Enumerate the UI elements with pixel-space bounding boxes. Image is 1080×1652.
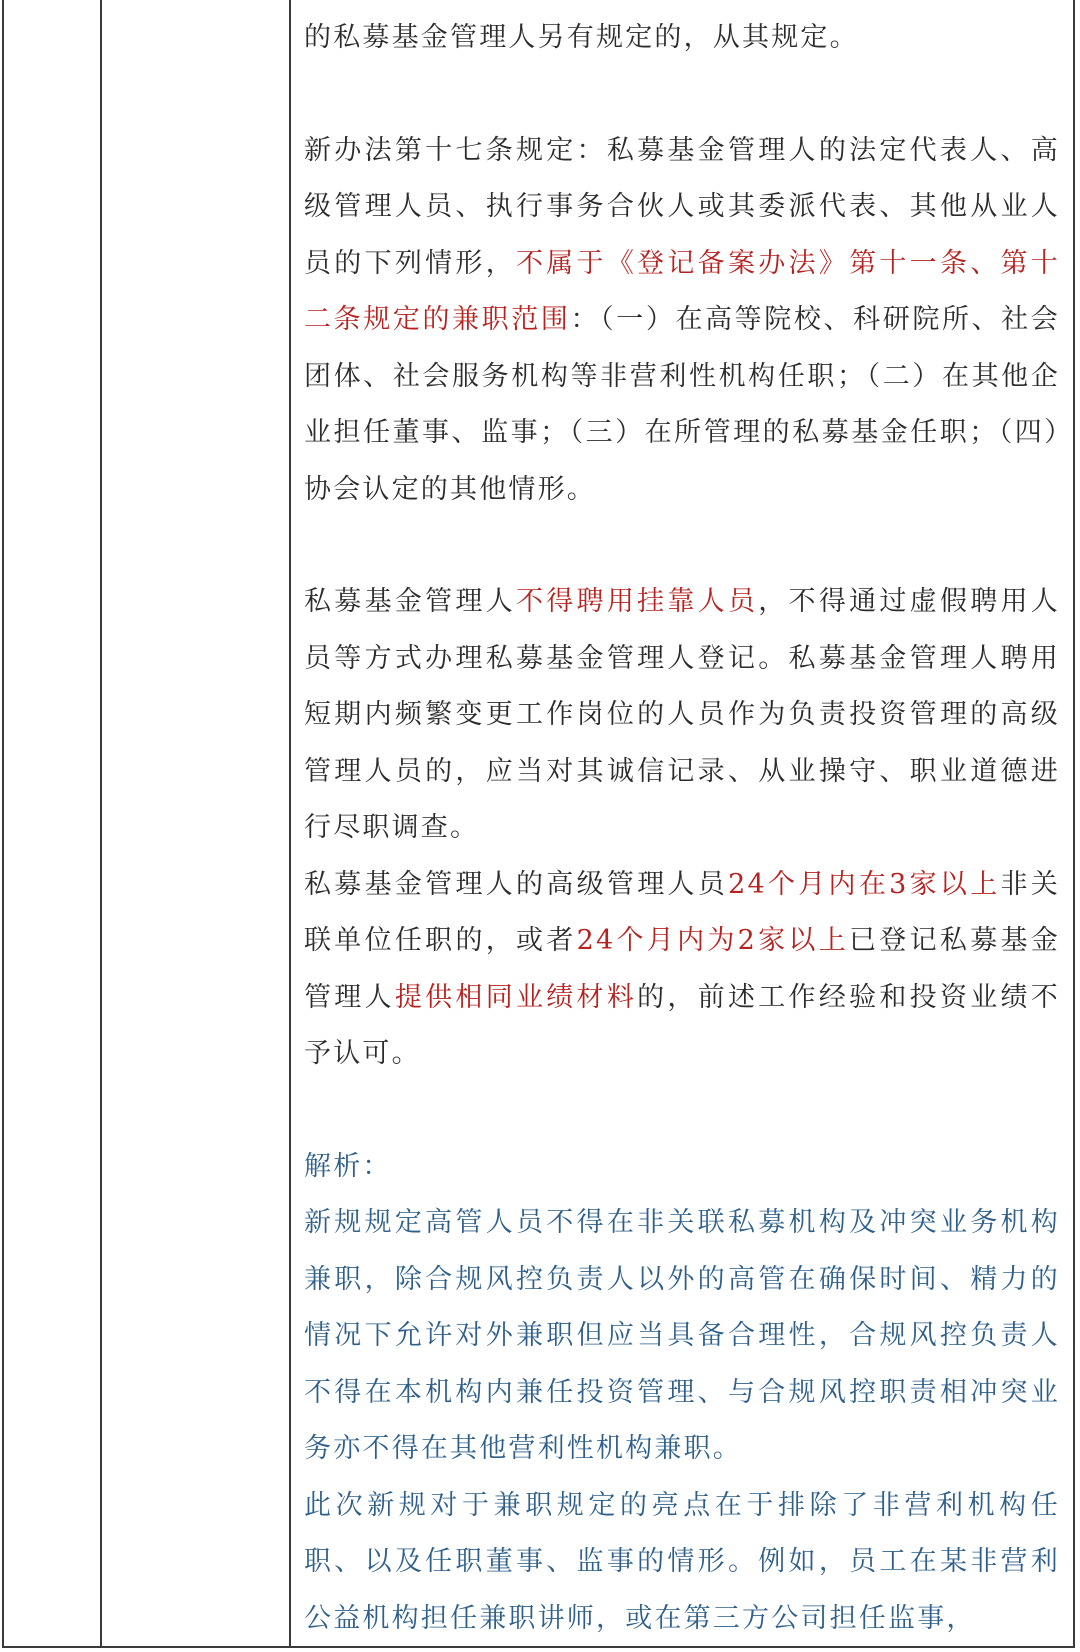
paragraph-gap — [304, 67, 1060, 123]
column-divider-2 — [289, 0, 291, 1648]
experience-text-1: 私募基金管理人的高级管理人员 — [304, 868, 729, 900]
experience-highlight-1: 24个月内在3家以上 — [728, 868, 1001, 900]
paragraph-continuation: 的私募基金管理人另有规定的，从其规定。 — [304, 22, 859, 53]
paragraph-article-17 — [304, 123, 1060, 519]
experience-text-3: 已登记私募基金管理人 — [304, 925, 1060, 1013]
analysis-label: 解析： — [304, 1150, 392, 1182]
article-17-list: ：（一）在高等院校、科研院所、社会团体、社会服务机构等非营利性机构任职；（二）在其他企业担任董事、监事；（三）在所管理的私募基金任职；（四）协会认定的其他情形。 — [304, 304, 1060, 505]
article-17-text: 新办法第十七条规定：私募基金管理人的法定代表人、高级管理人员、执行事务合伙人或其委派代表、其他从业人员的下列情形， — [304, 134, 1060, 279]
analysis-paragraph-1: 新规规定高管人员不得在非关联私募机构及冲突业务机构兼职，除合规风控负责人以外的高管在确保时间、精力的情况下允许对外兼职但应当具备合理性，合规风控负责人不得在本机构内兼任投资管理、与合规风控职责相冲突业务亦不得在其他营利性机构兼职。 — [304, 1207, 1060, 1464]
experience-text-2: 非关联单位任职的，或者 — [304, 868, 1060, 956]
staff-highlight: 不得聘用挂靠人员 — [515, 586, 759, 617]
experience-text-4: 的，前述工作经验和投资业绩不予认可。 — [304, 981, 1060, 1069]
experience-highlight-3: 提供相同业绩材料 — [394, 981, 638, 1013]
experience-highlight-2: 24个月内为2家以上 — [576, 925, 850, 956]
paragraph-gap — [304, 518, 1060, 574]
column-divider-1 — [100, 0, 102, 1648]
article-cell — [304, 10, 1060, 1647]
paragraph-no-affiliated-staff — [304, 574, 1060, 857]
analysis-paragraph-2: 此次新规对于兼职规定的亮点在于排除了非营利机构任职、以及任职董事、监事的情形。例如，员工在某非营利公益机构担任兼职讲师，或在第三方公司担任监事， — [304, 1489, 1060, 1634]
staff-text-lead: 私募基金管理人 — [304, 586, 516, 617]
paragraph-gap — [304, 1083, 1060, 1139]
staff-text-rest: ，不得通过虚假聘用人员等方式办理私募基金管理人登记。私募基金管理人聘用短期内频繁变更工作岗位的人员作为负责投资管理的高级管理人员的，应当对其诚信记录、从业操守、职业道德进行尽职调查。 — [304, 586, 1060, 843]
article-17-highlight: 不属于《登记备案办法》第十一条、第十二条规定的兼职范围 — [304, 247, 1060, 335]
paragraph-experience-rule — [304, 857, 1060, 1083]
